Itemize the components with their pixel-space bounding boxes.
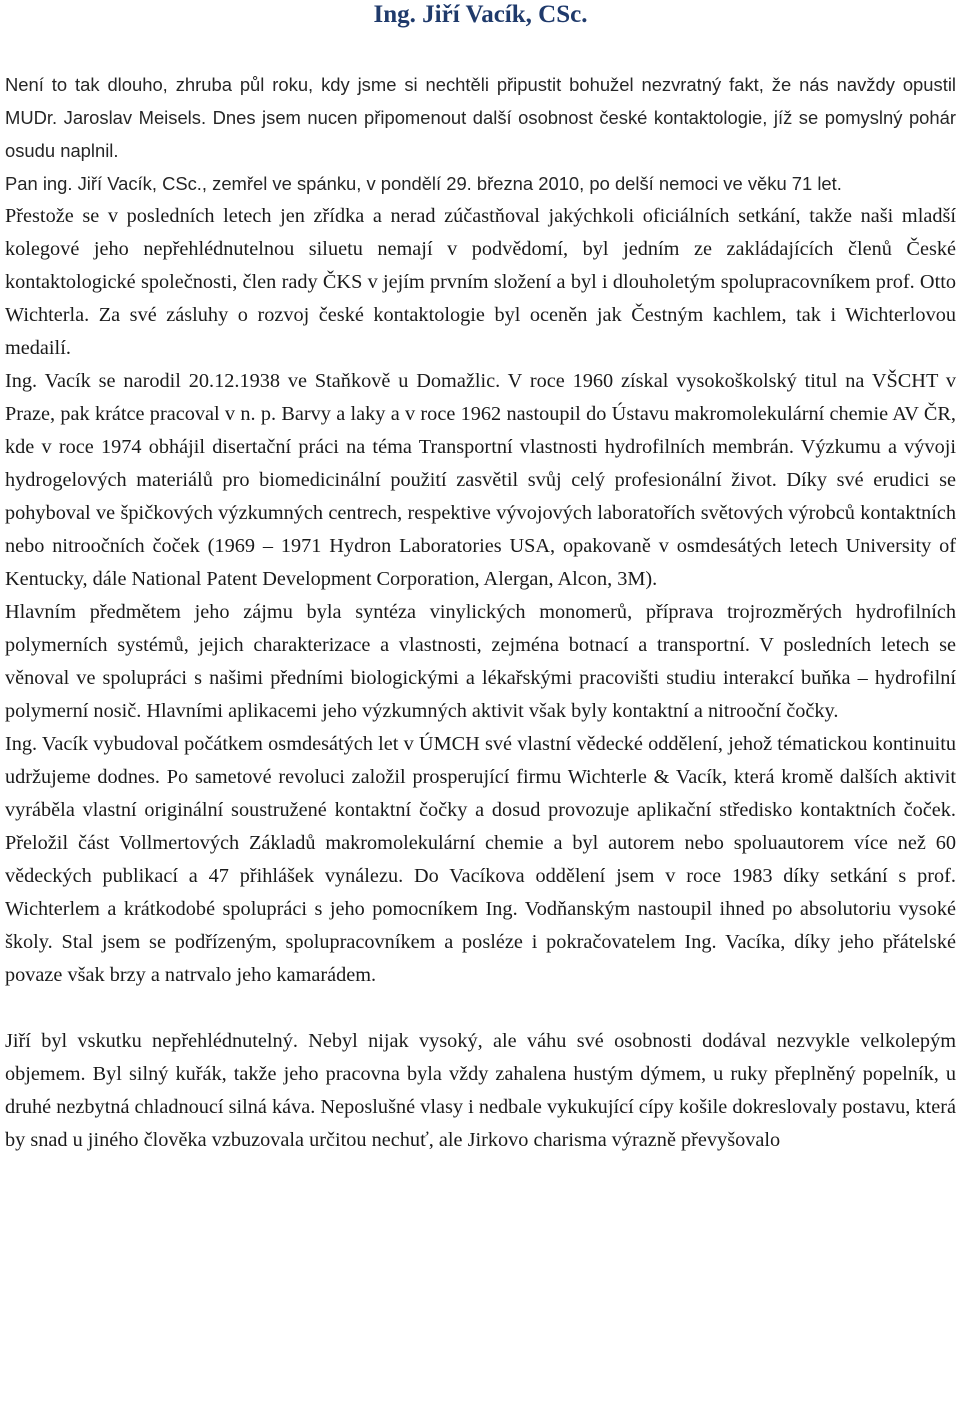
body-paragraph-5: Jiří byl vskutku nepřehlédnutelný. Nebyl nijak vysoký, ale váhu své osobnosti dodával nezvykle velkolepým objemem. Byl silný kuřák, takže jeho pracovna byla vždy zahalena hustým dýmem, u ruky přeplněný popelník, u druhé nezbytná chladnoucí silná káva. Neposlušné vlasy i nedbale vykukující cípy košile dokreslovaly postavu, která by snad u jiného člověka vzbuzovala určitou nechuť, ale Jirkovo charisma výrazně převyšovalo: [5, 1030, 956, 1151]
document-page: [5, 0, 956, 1157]
body-paragraph-4: Ing. Vacík vybudoval počátkem osmdesátých let v ÚMCH své vlastní vědecké oddělení, jehož tématickou kontinuitu udržujeme dodnes. Po sametové revoluci založil prosperující firmu Wichterle & Vacík, která kromě dalších aktivit vyráběla vlastní originální soustružené kontaktní čočky a dosud provozuje aplikační středisko kontaktních čoček. Přeložil část Vollmertových Základů makromolekulární chemie a byl autorem nebo spoluautorem více než 60 vědeckých publikací a 47 přihlášek vynálezu. Do Vacíkova oddělení jsem v roce 1983 díky setkání s prof. Wichterlem a krátkodobé spolupráci s jeho pomocníkem Ing. Vodňanským nastoupil ihned po absolutoriu vysoké školy. Stal jsem se podřízeným, spolupracovníkem a posléze i pokračovatelem Ing. Vacíka, díky jeho přátelské povaze však brzy a natrvalo jeho kamarádem.: [5, 733, 956, 986]
intro-paragraph-2: Pan ing. Jiří Vacík, CSc., zemřel ve spánku, v pondělí 29. března 2010, po delší nemoci ve věku 71 let.: [5, 173, 842, 194]
body-paragraph-3: Hlavním předmětem jeho zájmu byla syntéza vinylických monomerů, příprava trojrozměrých hydrofilních polymerních systémů, jejich charakterizace a vlastnosti, zejména botnací a transportní. V posledních letech se věnoval ve spolupráci s našimi předními biologickými a lékařskými pracovišti studiu interakcí buňka – hydrofilní polymerní nosič. Hlavními aplikacemi jeho výzkumných aktivit však byly kontaktní a nitrooční čočky.: [5, 601, 956, 722]
intro-paragraph-1: Není to tak dlouho, zhruba půl roku, kdy jsme si nechtěli připustit bohužel nezvratný fakt, že nás navždy opustil MUDr. Jaroslav Meisels. Dnes jsem nucen připomenout další osobnost české kontaktologie, jíž se pomyslný pohár osudu naplnil.: [5, 74, 956, 161]
paragraph-gap: [5, 992, 956, 1025]
body-paragraph-2: Ing. Vacík se narodil 20.12.1938 ve Staňkově u Domažlic. V roce 1960 získal vysokoškolský titul na VŠCHT v Praze, pak krátce pracoval v n. p. Barvy a laky a v roce 1962 nastoupil do Ústavu makromolekulární chemie AV ČR, kde v roce 1974 obhájil disertační práci na téma Transportní vlastnosti hydrofilních membrán. Výzkumu a vývoji hydrogelových materiálů pro biomedicinální použití zasvětil svůj celý profesionální život. Díky své erudici se pohyboval ve špičkových výzkumných centrech, respektive vývojových laboratořích světových výrobců kontaktních nebo nitroočních čoček (1969 – 1971 Hydron Laboratories USA, opakovaně v osmdesátých letech University of Kentucky, dále National Patent Development Corporation, Alergan, Alcon, 3M).: [5, 370, 956, 590]
body-paragraph-1: Přestože se v posledních letech jen zřídka a nerad zúčastňoval jakýchkoli oficiálních setkání, takže naši mladší kolegové jeho nepřehlédnutelnou siluetu nemají v podvědomí, byl jedním ze zakládajících členů České kontaktologické společnosti, člen rady ČKS v jejím prvním složení a byl i dlouholetým spolupracovníkem prof. Otto Wichterla. Za své zásluhy o rozvoj české kontaktologie byl oceněn jak Čestným kachlem, tak i Wichterlovou medailí.: [5, 205, 956, 359]
page-title: Ing. Jiří Vacík, CSc.: [373, 1, 588, 28]
spacer: [5, 30, 956, 68]
